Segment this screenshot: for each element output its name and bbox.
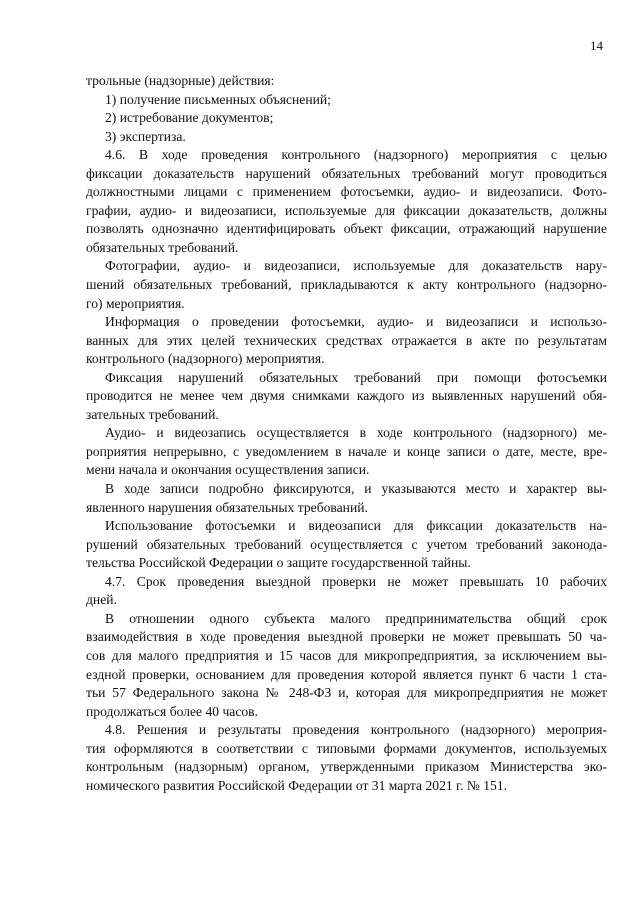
text-line: явленного нарушения обязательных требований. <box>86 499 368 515</box>
text-line: В отношении одного субъекта малого предпринимательства общий срок <box>105 610 607 626</box>
text-line: 3) экспертиза. <box>105 128 186 144</box>
text-line: тьи 57 Федерального закона № 248-ФЗ и, которая для микропредприятия не может <box>86 685 607 701</box>
text-line: должностными лицами с применением фотосъемки, аудио- и видеозаписи. Фото- <box>86 184 607 200</box>
text-line: Аудио- и видеозапись осуществляется в ходе контрольного (надзорного) ме- <box>105 425 607 441</box>
text-line: 4.8. Решения и результаты проведения контрольного (надзорного) мероприя- <box>105 722 607 738</box>
text-line: контрольным (надзорным) органом, утвержденными приказом Министерства эко- <box>86 759 607 775</box>
text-line: роприятия непрерывно, с уведомлением в начале и конце записи о дате, месте, вре- <box>86 443 607 459</box>
text-line: Фиксация нарушений обязательных требований при помощи фотосъемки <box>105 369 607 385</box>
document-body <box>86 72 607 795</box>
text-line: Использование фотосъемки и видеозаписи для фиксации доказательств на- <box>105 518 607 534</box>
text-line: рушений обязательных требований осуществляется с учетом требований законода- <box>86 536 607 552</box>
text-line: проводится не менее чем двумя снимками каждого из выявленных нарушений обя- <box>86 388 607 404</box>
text-line: зательных требований. <box>86 406 219 422</box>
text-line: Информация о проведении фотосъемки, аудио- и видеозаписи и использо- <box>105 314 607 330</box>
text-line: графии, аудио- и видеозаписи, используемые для фиксации доказательств, должны <box>86 202 607 218</box>
text-line: обязательных требований. <box>86 239 239 255</box>
text-line: сов для малого предприятия и 15 часов для микропредприятия, за исключением вы- <box>86 647 607 663</box>
text-line: тия оформляются в соответствии с типовыми формами документов, используемых <box>86 740 607 756</box>
text-line: 4.6. В ходе проведения контрольного (надзорного) мероприятия с целью <box>105 147 607 163</box>
text-line: позволять однозначно идентифицировать объект фиксации, отражающий нарушение <box>86 221 607 237</box>
text-line: фиксации доказательств нарушений обязательных требований могут проводиться <box>86 165 607 181</box>
text-line: дней. <box>86 592 117 608</box>
page-number: 14 <box>590 38 603 53</box>
text-line: взаимодействия в ходе проведения выездной проверки не может превышать 50 ча- <box>86 629 607 645</box>
text-line: тельства Российской Федерации о защите государственной тайны. <box>86 555 471 571</box>
text-line: 1) получение письменных объяснений; <box>105 91 331 107</box>
text-line: 2) истребование документов; <box>105 110 274 126</box>
text-line: шений обязательных требований, прикладываются к акту контрольного (надзорно- <box>86 277 607 293</box>
text-line: мени начала и окончания осуществления записи. <box>86 462 370 478</box>
text-line: трольные (надзорные) действия: <box>86 73 275 88</box>
text-line: номического развития Российской Федерации от 31 марта 2021 г. № 151. <box>86 777 508 793</box>
text-line: го) мероприятия. <box>86 295 185 311</box>
text-line: ездной проверки, основанием для проведения которой является пункт 6 части 1 ста- <box>86 666 607 682</box>
text-line: Фотографии, аудио- и видеозаписи, используемые для доказательств нару- <box>105 258 607 274</box>
text-line: 4.7. Срок проведения выездной проверки не может превышать 10 рабочих <box>105 573 607 589</box>
text-line: В ходе записи подробно фиксируются, и указываются место и характер вы- <box>105 481 607 497</box>
text-line: продолжаться более 40 часов. <box>86 703 258 719</box>
text-line: ванных для этих целей технических средствах отражается в акте по результатам <box>86 332 607 348</box>
text-line: контрольного (надзорного) мероприятия. <box>86 351 325 367</box>
